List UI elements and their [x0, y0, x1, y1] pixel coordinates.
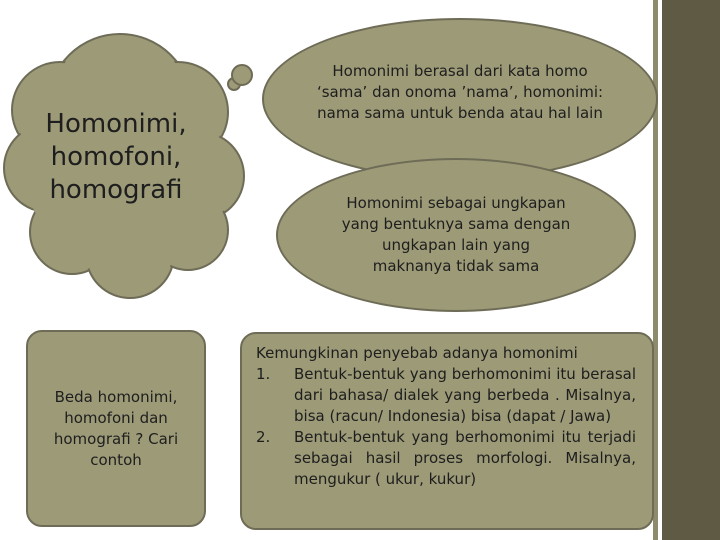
reasons-box — [240, 332, 654, 530]
reason-text: Bentuk-bentuk yang berhomonimi itu terjadi sebagai hasil proses morfologi. Misalnya, mengukur ( ukur, kukur) — [294, 428, 636, 488]
reason-item — [256, 364, 636, 427]
reason-number: 1. — [256, 365, 271, 383]
definition-text-2: Homonimi sebagai ungkapan yang bentuknya sama dengan ungkapan lain yang maknanya tidak sama — [341, 194, 571, 275]
task-box — [26, 330, 206, 527]
decorative-stripe-wide — [662, 0, 720, 540]
definition-text-1: Homonimi berasal dari kata homo ‘sama’ dan onoma ’nama’, homonimi: nama sama untuk benda atau hal lain — [316, 61, 604, 122]
reasons-title: Kemungkinan penyebab adanya homonimi — [256, 344, 578, 362]
definition-ellipse-1 — [262, 18, 658, 180]
reason-item — [256, 427, 636, 490]
reason-text: Bentuk-bentuk yang berhomonimi itu berasal dari bahasa/ dialek yang berbeda . Misalnya, bisa (racun/ Indonesia) bisa (dapat / Jawa) — [294, 365, 636, 425]
task-text: Beda homonimi, homofoni dan homografi ? Cari contoh — [53, 387, 179, 469]
topic-title: Homonimi, homofoni, homografi — [45, 109, 187, 205]
reason-number: 2. — [256, 428, 271, 446]
definition-ellipse-2 — [276, 158, 636, 312]
